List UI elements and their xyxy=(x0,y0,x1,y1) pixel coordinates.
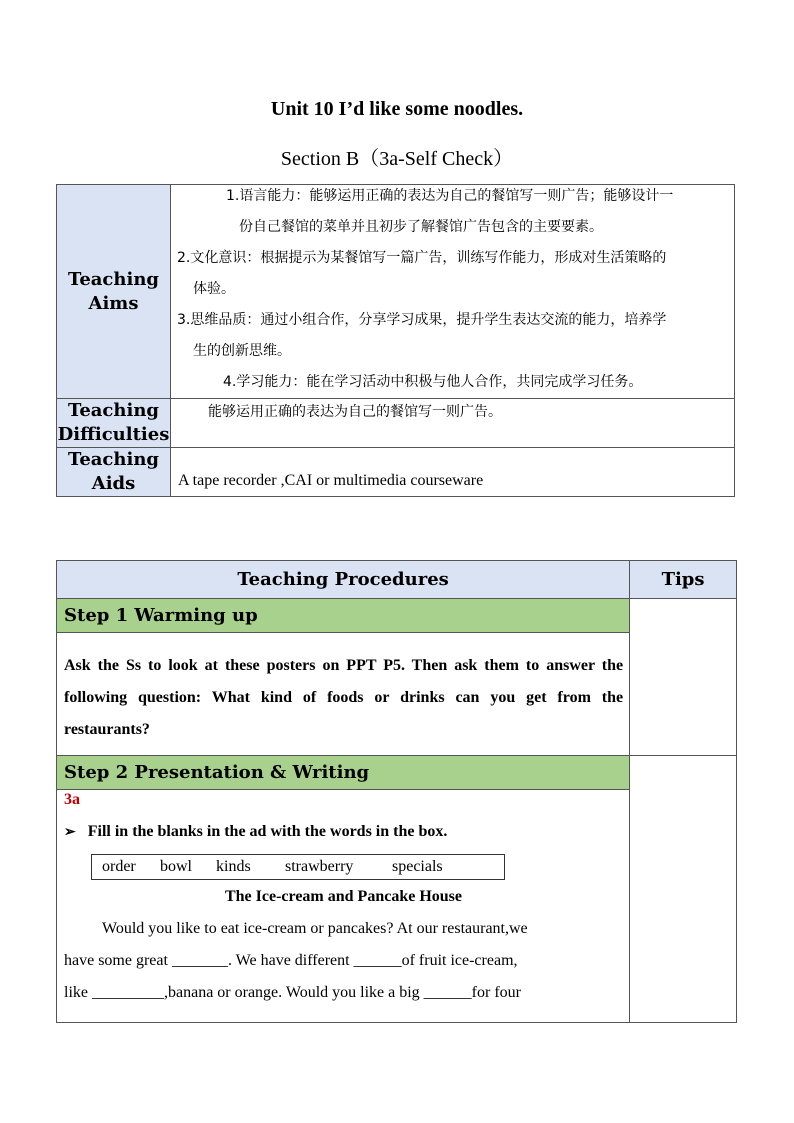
ad-line: have some great _______. We have different ______of fruit ice-cream, xyxy=(64,952,518,969)
page-subtitle: Section B（3a-Self Check） xyxy=(280,148,514,170)
aids-content: A tape recorder ,CAI or multimedia courseware xyxy=(171,448,735,497)
word-item: order xyxy=(102,858,136,875)
arrow-bullet-icon: ➢ xyxy=(64,825,76,840)
word-item: kinds xyxy=(216,858,251,875)
instruction: ➢ Fill in the blanks in the ad with the words in the box. xyxy=(64,823,448,840)
procedures-header: Teaching Procedures xyxy=(57,561,630,599)
aim-line: 4.学习能力：能在学习活动中积极与他人合作，共同完成学习任务。 xyxy=(223,374,643,390)
ad-title: The Ice-cream and Pancake House xyxy=(224,888,462,905)
step1-title: Step 1 Warming up xyxy=(57,599,630,633)
lesson-plan-table xyxy=(56,184,735,497)
aim-line: 份自己餐馆的菜单并且初步了解餐馆广告包含的主要要素。 xyxy=(239,219,603,235)
aim-line: 1.语言能力：能够运用正确的表达为自己的餐馆写一则广告；能够设计一 xyxy=(226,188,674,204)
procedures-table xyxy=(56,560,737,1023)
aim-line: 生的创新思维。 xyxy=(193,343,291,359)
ad-line: Would you like to eat ice-cream or pancakes? At our restaurant,we xyxy=(102,920,528,937)
difficulties-content: 能够运用正确的表达为自己的餐馆写一则广告。 xyxy=(171,399,735,448)
step2-tips xyxy=(630,756,737,1023)
tips-header: Tips xyxy=(630,561,737,599)
word-item: specials xyxy=(392,858,443,875)
step1-tips xyxy=(630,599,737,756)
word-item: strawberry xyxy=(285,858,354,875)
difficulties-label: Teaching Difficulties xyxy=(57,399,171,448)
word-box xyxy=(91,854,505,880)
aims-label: Teaching Aims xyxy=(57,185,171,399)
aim-line: 3.思维品质：通过小组合作，分享学习成果，提升学生表达交流的能力，培养学 xyxy=(177,312,667,328)
exercise-label: 3a xyxy=(64,791,80,808)
step2-title: Step 2 Presentation & Writing xyxy=(57,756,630,790)
aims-content xyxy=(171,185,735,399)
aim-line: 2.文化意识：根据提示为某餐馆写一篇广告，训练写作能力，形成对生活策略的 xyxy=(177,250,667,266)
step1-text: Ask the Ss to look at these posters on PPT P5. Then ask them to answer the following question: What kind of foods or drinks can you get from the restaurants? xyxy=(57,633,630,756)
word-item: bowl xyxy=(160,858,192,875)
ad-line: like _________,banana or orange. Would you like a big ______for four xyxy=(64,984,521,1001)
step2-body xyxy=(57,790,630,1023)
aids-label: Teaching Aids xyxy=(57,448,171,497)
page-title: Unit 10 I’d like some noodles. xyxy=(270,98,524,120)
aim-line: 体验。 xyxy=(193,281,235,297)
